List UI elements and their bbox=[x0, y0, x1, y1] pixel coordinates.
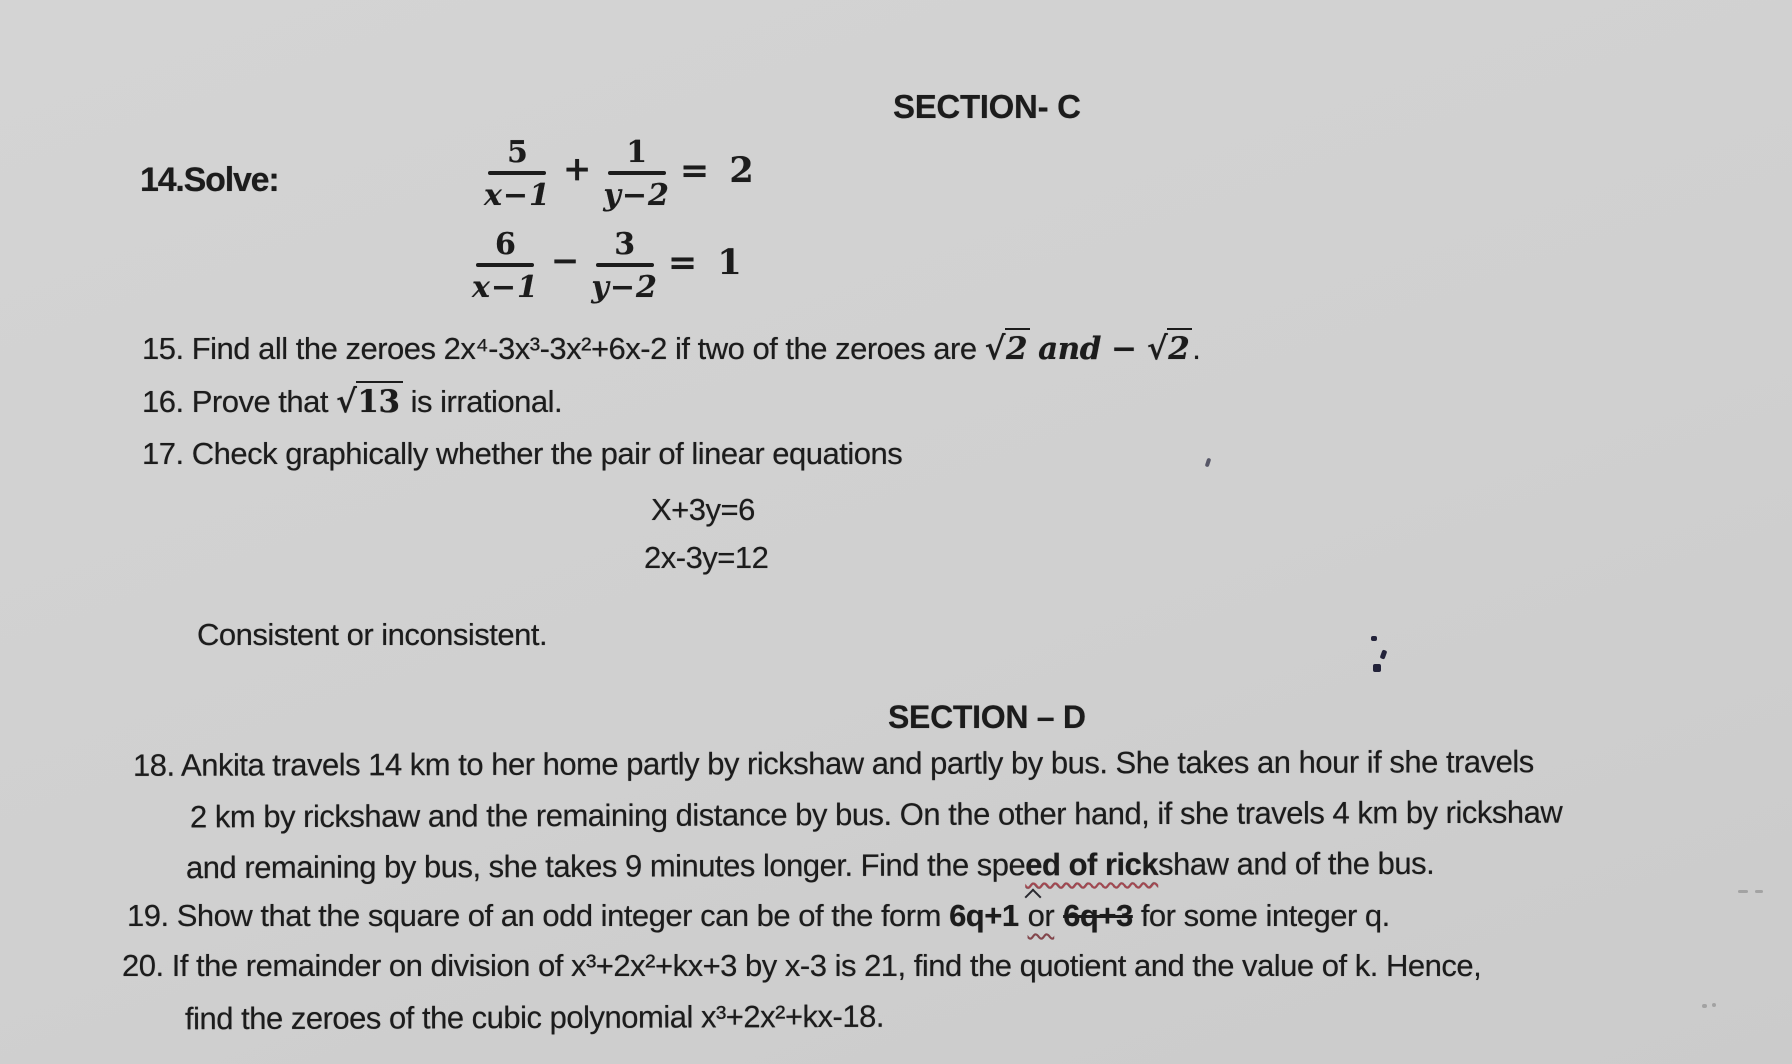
q17-equation-1: X+3y=6 bbox=[651, 492, 755, 527]
q18-line1: 18. Ankita travels 14 km to her home partly by rickshaw and partly by bus. She takes an hour if she travels bbox=[132, 744, 1534, 783]
radical-sign: √ bbox=[336, 383, 357, 420]
q18-line3-prefix: and remaining by bus, she takes 9 minutes longer. Find the spe bbox=[185, 847, 1026, 886]
radicand: 2 bbox=[1167, 328, 1192, 367]
minus-operator: − bbox=[550, 240, 580, 281]
radicand: 2 bbox=[1005, 328, 1030, 367]
denominator: y−2 bbox=[603, 178, 670, 213]
section-d-heading: SECTION – D bbox=[888, 699, 1086, 735]
q20-line1: 20. If the remainder on division of x³+2x²+kx+3 by x-3 is 21, find the quotient and the value of k. Hence, bbox=[122, 948, 1482, 983]
q15-text bbox=[142, 331, 1200, 367]
sqrt-2-icon bbox=[1146, 330, 1192, 367]
q14-equation-2 bbox=[472, 227, 746, 305]
radicand: 13 bbox=[356, 381, 402, 420]
sqrt-2-icon bbox=[984, 330, 1030, 367]
numerator: 1 bbox=[626, 135, 648, 170]
minus-sign: − bbox=[1100, 331, 1147, 367]
scan-noise bbox=[1755, 890, 1763, 893]
ink-speck bbox=[1373, 664, 1381, 672]
fraction-3-over-y-2 bbox=[591, 227, 658, 305]
q16-prefix: 16. Prove that bbox=[142, 384, 337, 419]
plus-operator: + bbox=[562, 148, 592, 189]
denominator: x−1 bbox=[484, 178, 551, 213]
q19-text bbox=[127, 898, 1390, 934]
ink-speck bbox=[1380, 649, 1388, 659]
q18-line2: 2 km by rickshaw and the remaining distance by bus. On the other hand, if she travels 4 km by rickshaw bbox=[189, 794, 1563, 835]
numerator: 5 bbox=[507, 135, 528, 170]
word-and: and bbox=[1038, 331, 1101, 367]
q15-period: . bbox=[1192, 331, 1201, 366]
fraction-1-over-y-2 bbox=[603, 135, 670, 213]
q17-equation-2: 2x-3y=12 bbox=[644, 540, 769, 575]
radical-sign: √ bbox=[984, 330, 1005, 367]
numerator: 3 bbox=[614, 227, 636, 262]
q15-prefix: 15. Find all the zeroes 2x⁴-3x³-3x²+6x-2 if two of the zeroes are bbox=[142, 331, 985, 366]
q18-pen-corrected-text: ed of rick bbox=[1025, 846, 1159, 883]
equals-1: = 1 bbox=[667, 242, 746, 283]
scan-noise bbox=[1702, 1004, 1707, 1008]
q17-note: Consistent or inconsistent. bbox=[197, 617, 548, 652]
numerator: 6 bbox=[495, 227, 516, 262]
ink-speck bbox=[1205, 458, 1212, 468]
sqrt-13-icon bbox=[336, 383, 402, 420]
scan-noise bbox=[1738, 890, 1748, 893]
q18-line3-suffix: shaw and of the bus. bbox=[1158, 845, 1435, 882]
radical-sign: √ bbox=[1146, 330, 1168, 367]
q16-suffix: is irrational. bbox=[402, 384, 563, 419]
q18-line3 bbox=[186, 846, 1434, 886]
denominator: y−2 bbox=[591, 270, 658, 305]
denominator: x−1 bbox=[472, 270, 539, 305]
q14-label: 14.Solve: bbox=[140, 161, 279, 199]
fraction-5-over-x-1 bbox=[484, 135, 551, 213]
q19-suffix: for some integer q. bbox=[1132, 898, 1390, 933]
q17-text: 17. Check graphically whether the pair of linear equations bbox=[142, 436, 903, 471]
section-c-heading: SECTION- C bbox=[893, 88, 1081, 125]
q19-form-6q3-struck: 6q+3 bbox=[1063, 898, 1133, 933]
fraction-6-over-x-1 bbox=[472, 227, 539, 305]
q14-equation-1 bbox=[484, 135, 758, 213]
q16-text bbox=[142, 384, 562, 420]
q19-prefix: 19. Show that the square of an odd integer can be of the form bbox=[127, 898, 950, 933]
q20-line2: find the zeroes of the cubic polynomial x³+2x²+kx-18. bbox=[184, 998, 884, 1037]
scan-noise bbox=[1712, 1003, 1716, 1007]
ink-speck bbox=[1371, 636, 1377, 641]
or-label: or bbox=[1027, 898, 1055, 933]
q19-form-6q1: 6q+1 bbox=[949, 898, 1019, 933]
q19-or-word bbox=[1019, 898, 1064, 933]
equals-2: = 2 bbox=[679, 150, 758, 191]
